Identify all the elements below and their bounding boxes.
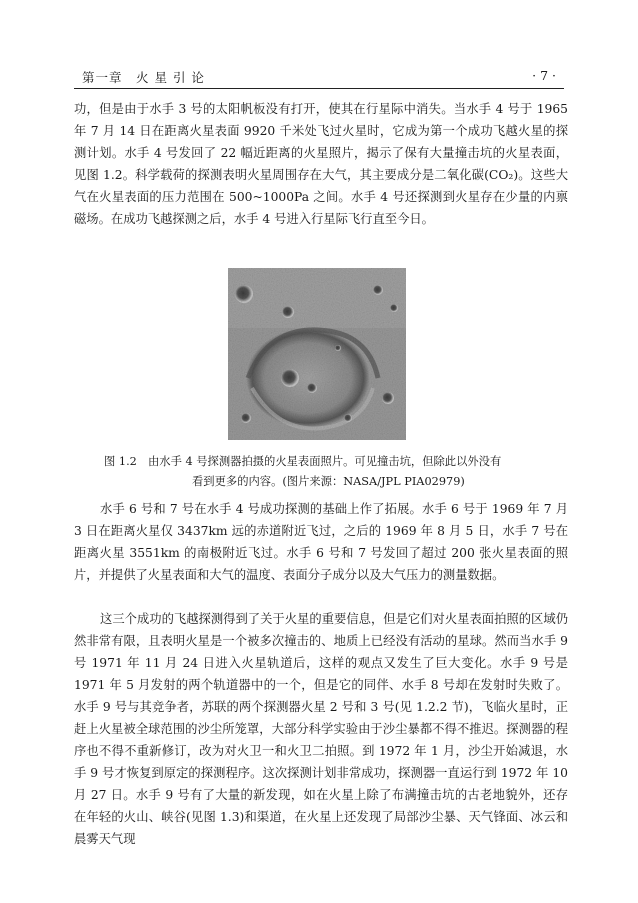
figure-caption <box>104 452 544 492</box>
paragraph-3: 这三个成功的飞越探测得到了关于火星的重要信息，但是它们对火星表面拍照的区域仍然非常有限，且表明火星是一个被多次撞击的、地质上已经没有活动的星球。然而当水手 9 号 1971 年 11 月 24 日进入火星轨道后，这样的观点又发生了巨大变化。水手 9 号是 1971 年 5 月发射的两个轨道器中的一个，但是它的同伴、水手 8 号却在发射时失败了。水手 9 号与其竞争者，苏联的两个探测器火星 2 号和 3 号(见 1.2.2 节)，飞临火星时，正赶上火星被全球范围的沙尘所笼罩，大部分科学实验由于沙尘暴都不得不推迟。探测器的程序也不得不重新修订，改为对火卫一和火卫二拍照。到 1972 年 1 月，沙尘开始减退，水手 9 号才恢复到原定的探测程序。这次探测计划非常成功，探测器一直运行到 1972 年 10 月 27 日。水手 9 号有了大量的新发现，如在火星上除了布满撞击坑的古老地貌外，还存在年轻的火山、峡谷(见图 1.3)和渠道，在火星上还发现了局部沙尘暴、天气锋面、冰云和晨雾天气现 <box>74 612 568 846</box>
caption-line-2: 看到更多的内容。(图片来源：NASA/JPL PIA02979) <box>192 475 465 488</box>
running-header <box>74 66 564 89</box>
chapter-title: 第一章 火 星 引 论 <box>82 70 205 85</box>
figure-label: 图 1.2 <box>104 455 137 468</box>
paragraph-1: 功，但是由于水手 3 号的太阳帆板没有打开，使其在行星际中消失。当水手 4 号于 1965 年 7 月 14 日在距离火星表面 9920 千米处飞过火星时，它成为第一个成功飞越火星的探测计划。水手 4 号发回了 22 幅近距离的火星照片，揭示了保有大量撞击坑的火星表面，见图 1.2。科学载荷的探测表明火星周围存在大气，其主要成分是二氧化碳(CO₂)。这些大气在火星表面的压力范围在 500~1000Pa 之间。水手 4 号还探测到火星存在少量的内禀磁场。在成功飞越探测之后，水手 4 号进入行星际飞行直至今日。 <box>74 102 568 226</box>
caption-line-1: 由水手 4 号探测器拍摄的火星表面照片。可见撞击坑，但除此以外没有 <box>148 455 502 468</box>
paragraph-2: 水手 6 号和 7 号在水手 4 号成功探测的基础上作了拓展。水手 6 号于 1969 年 7 月 3 日在距离火星仅 3437km 远的赤道附近飞过，之后的 1969 年 8 月 5 日，水手 7 号在距离火星 3551km 的南极附近飞过。水手 6 号和 7 号发回了超过 200 张火星表面的照片，并提供了火星表面和大气的温度、表面分子成分以及大气压力的测量数据。 <box>74 502 568 582</box>
mars-surface-photo <box>228 268 406 440</box>
page-number: · 7 · <box>532 68 556 83</box>
